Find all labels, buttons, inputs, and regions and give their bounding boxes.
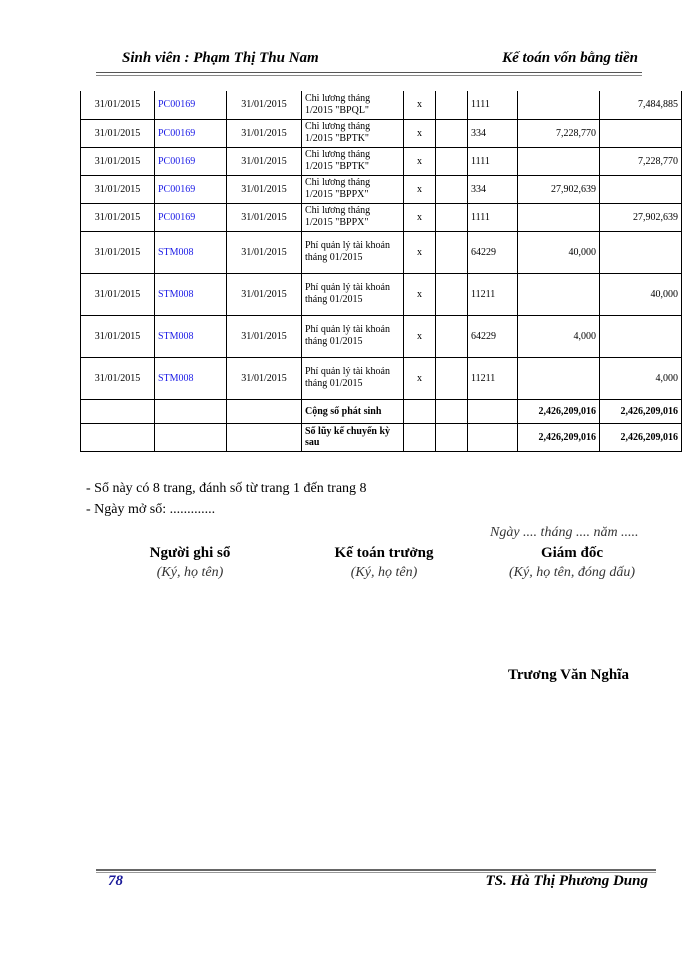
voucher-date: 31/01/2015 <box>227 203 302 231</box>
ledger-table <box>80 91 682 452</box>
signature-date-line: Ngày .... tháng .... năm ..... <box>490 525 639 540</box>
debit-amount <box>518 91 600 119</box>
credit-amount <box>600 175 682 203</box>
voucher-ref[interactable]: STM008 <box>155 273 227 315</box>
table-row <box>81 119 682 147</box>
entry-description: Phí quản lý tài khoản tháng 01/2015 <box>302 273 404 315</box>
table-row <box>81 231 682 273</box>
chief-accountant-signature <box>294 545 474 581</box>
chief-accountant-title: Kế toán trưởng <box>334 545 434 561</box>
ledger-notes <box>86 478 367 520</box>
voucher-ref[interactable]: STM008 <box>155 231 227 273</box>
entry-date: 31/01/2015 <box>81 203 155 231</box>
posted-mark: x <box>404 315 436 357</box>
empty-cell <box>81 399 155 423</box>
voucher-ref[interactable]: PC00169 <box>155 147 227 175</box>
credit-amount: 7,484,885 <box>600 91 682 119</box>
table-row <box>81 91 682 119</box>
entry-date: 31/01/2015 <box>81 147 155 175</box>
empty-cell <box>81 423 155 451</box>
page-count-note: - Sổ này có 8 trang, đánh số từ trang 1 đến trang 8 <box>86 481 367 496</box>
table-row <box>81 147 682 175</box>
footer-rule <box>96 869 656 871</box>
credit-amount <box>600 119 682 147</box>
total-debit: 2,426,209,016 <box>518 399 600 423</box>
credit-amount <box>600 231 682 273</box>
voucher-date: 31/01/2015 <box>227 231 302 273</box>
table-row <box>81 175 682 203</box>
entry-date: 31/01/2015 <box>81 119 155 147</box>
empty-cell <box>436 91 468 119</box>
empty-cell <box>436 119 468 147</box>
account-code: 11211 <box>468 357 518 399</box>
recorder-subtitle: (Ký, họ tên) <box>156 565 224 580</box>
entry-description: Chi lương tháng 1/2015 "BPTK" <box>302 147 404 175</box>
voucher-date: 31/01/2015 <box>227 175 302 203</box>
voucher-ref[interactable]: PC00169 <box>155 175 227 203</box>
empty-cell <box>155 423 227 451</box>
account-code: 1111 <box>468 91 518 119</box>
director-name: Trương Văn Nghĩa <box>508 667 629 683</box>
entry-description: Phí quản lý tài khoản tháng 01/2015 <box>302 357 404 399</box>
empty-cell <box>468 423 518 451</box>
debit-amount: 27,902,639 <box>518 175 600 203</box>
voucher-ref[interactable]: PC00169 <box>155 119 227 147</box>
account-code: 64229 <box>468 315 518 357</box>
posted-mark: x <box>404 203 436 231</box>
debit-amount: 7,228,770 <box>518 119 600 147</box>
table-row <box>81 315 682 357</box>
debit-amount <box>518 357 600 399</box>
empty-cell <box>227 399 302 423</box>
credit-amount <box>600 315 682 357</box>
account-code: 334 <box>468 119 518 147</box>
posted-mark: x <box>404 147 436 175</box>
entry-description: Phí quản lý tài khoản tháng 01/2015 <box>302 231 404 273</box>
empty-cell <box>436 273 468 315</box>
empty-cell <box>404 399 436 423</box>
debit-amount <box>518 147 600 175</box>
entry-date: 31/01/2015 <box>81 357 155 399</box>
totals-label: Cộng số phát sinh <box>302 399 404 423</box>
voucher-ref[interactable]: PC00169 <box>155 203 227 231</box>
page-number: 78 <box>108 873 123 889</box>
posted-mark: x <box>404 91 436 119</box>
voucher-date: 31/01/2015 <box>227 273 302 315</box>
voucher-date: 31/01/2015 <box>227 357 302 399</box>
chief-accountant-subtitle: (Ký, họ tên) <box>350 565 418 580</box>
voucher-date: 31/01/2015 <box>227 315 302 357</box>
empty-cell <box>404 423 436 451</box>
debit-amount <box>518 273 600 315</box>
posted-mark: x <box>404 273 436 315</box>
table-row <box>81 357 682 399</box>
page-header <box>96 48 642 70</box>
table-row <box>81 273 682 315</box>
empty-cell <box>227 423 302 451</box>
student-name: Sinh viên : Phạm Thị Thu Nam <box>122 50 319 66</box>
posted-mark: x <box>404 357 436 399</box>
recorder-title: Người ghi sổ <box>149 545 231 561</box>
entry-date: 31/01/2015 <box>81 273 155 315</box>
empty-cell <box>436 399 468 423</box>
open-date-note: - Ngày mở sổ: ............. <box>86 502 216 517</box>
account-code: 64229 <box>468 231 518 273</box>
empty-cell <box>155 399 227 423</box>
entry-description: Chi lương tháng 1/2015 "BPPX" <box>302 175 404 203</box>
carryforward-label: Số lũy kế chuyển kỳ sau <box>302 423 404 451</box>
entry-description: Chi lương tháng 1/2015 "BPQL" <box>302 91 404 119</box>
entry-date: 31/01/2015 <box>81 231 155 273</box>
empty-cell <box>436 147 468 175</box>
carryforward-credit: 2,426,209,016 <box>600 423 682 451</box>
total-credit: 2,426,209,016 <box>600 399 682 423</box>
director-signature <box>482 545 662 581</box>
empty-cell <box>468 399 518 423</box>
credit-amount: 40,000 <box>600 273 682 315</box>
credit-amount: 4,000 <box>600 357 682 399</box>
empty-cell <box>436 423 468 451</box>
voucher-ref[interactable]: PC00169 <box>155 91 227 119</box>
voucher-ref[interactable]: STM008 <box>155 357 227 399</box>
entry-date: 31/01/2015 <box>81 175 155 203</box>
entry-date: 31/01/2015 <box>81 91 155 119</box>
totals-row <box>81 399 682 423</box>
entry-description: Phí quản lý tài khoản tháng 01/2015 <box>302 315 404 357</box>
footer-author: TS. Hà Thị Phương Dung <box>485 873 648 889</box>
voucher-date: 31/01/2015 <box>227 91 302 119</box>
carryforward-row <box>81 423 682 451</box>
account-code: 1111 <box>468 147 518 175</box>
empty-cell <box>436 315 468 357</box>
account-code: 1111 <box>468 203 518 231</box>
debit-amount: 40,000 <box>518 231 600 273</box>
header-rule-thin <box>96 75 642 76</box>
debit-amount <box>518 203 600 231</box>
voucher-date: 31/01/2015 <box>227 119 302 147</box>
empty-cell <box>436 231 468 273</box>
credit-amount: 7,228,770 <box>600 147 682 175</box>
empty-cell <box>436 203 468 231</box>
empty-cell <box>436 357 468 399</box>
voucher-date: 31/01/2015 <box>227 147 302 175</box>
account-code: 334 <box>468 175 518 203</box>
director-subtitle: (Ký, họ tên, đóng dấu) <box>509 565 635 580</box>
posted-mark: x <box>404 231 436 273</box>
account-code: 11211 <box>468 273 518 315</box>
header-rule <box>96 72 642 73</box>
entry-description: Chi lương tháng 1/2015 "BPPX" <box>302 203 404 231</box>
recorder-signature <box>100 545 280 581</box>
entry-description: Chi lương tháng 1/2015 "BPTK" <box>302 119 404 147</box>
voucher-ref[interactable]: STM008 <box>155 315 227 357</box>
empty-cell <box>436 175 468 203</box>
debit-amount: 4,000 <box>518 315 600 357</box>
credit-amount: 27,902,639 <box>600 203 682 231</box>
director-title: Giám đốc <box>540 545 604 561</box>
document-topic: Kế toán vốn bằng tiền <box>502 50 638 66</box>
carryforward-debit: 2,426,209,016 <box>518 423 600 451</box>
entry-date: 31/01/2015 <box>81 315 155 357</box>
posted-mark: x <box>404 175 436 203</box>
posted-mark: x <box>404 119 436 147</box>
table-row <box>81 203 682 231</box>
